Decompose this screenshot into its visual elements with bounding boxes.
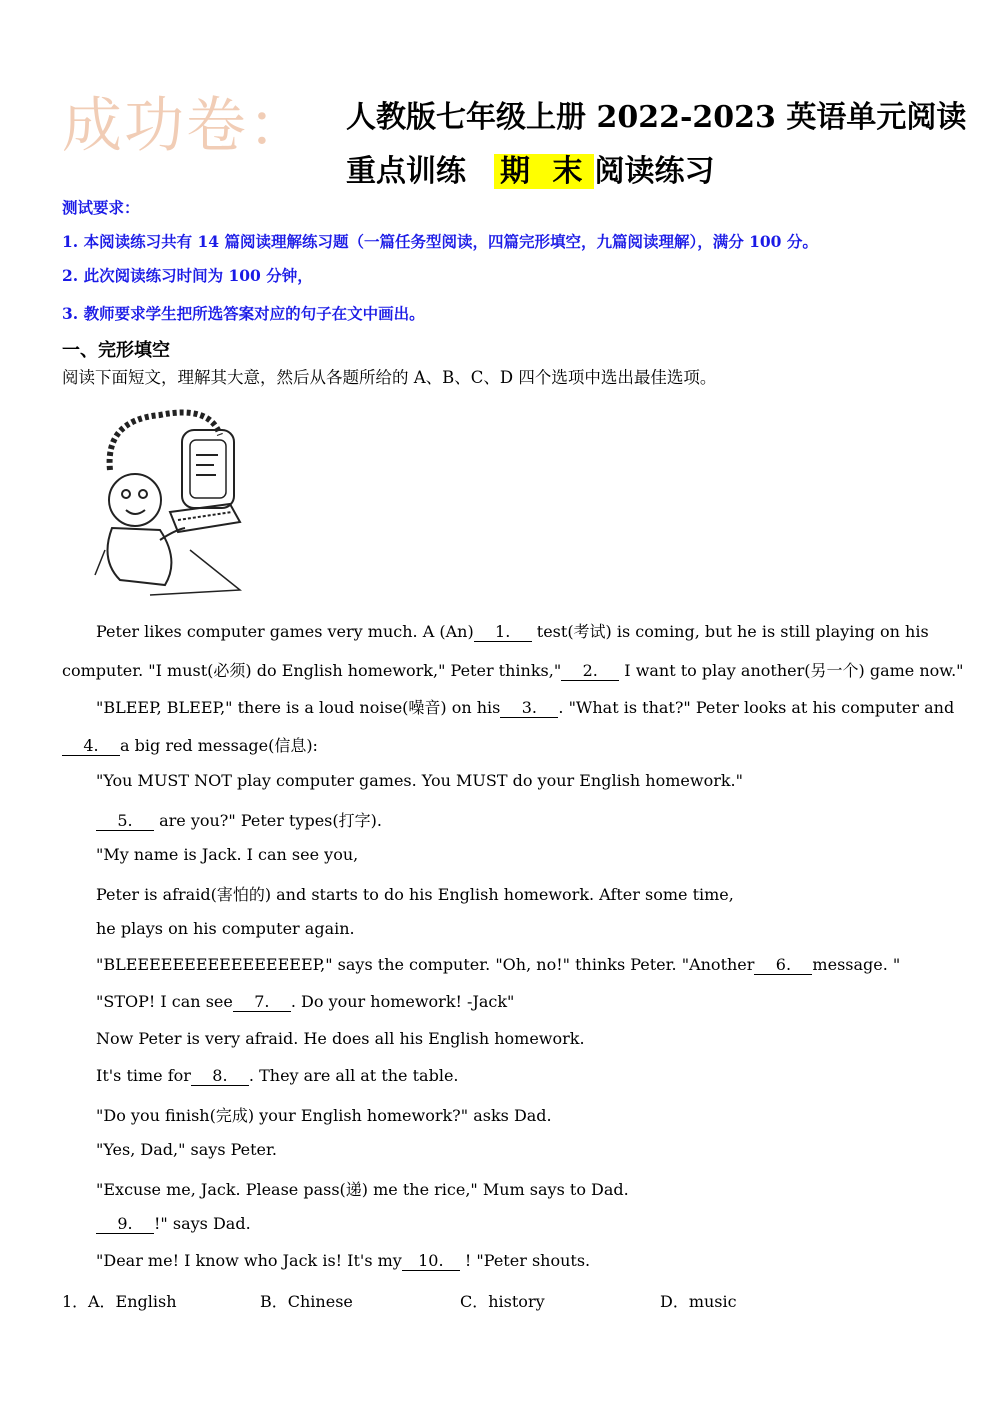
option-b[interactable]: B．Chinese [260,1292,353,1311]
passage-line: Peter is afraid(害怕的) and starts to do his English homework. After some time, [96,885,734,904]
blank-2: 2. [561,662,619,681]
passage-line: "Do you finish(完成) your English homework?" asks Dad. [96,1106,552,1125]
requirement-item: 1. 本阅读练习共有 14 篇阅读理解练习题（一篇任务型阅读，四篇完形填空，九篇阅读理解），满分 100 分。 [62,232,818,251]
passage-line: "STOP! I can see 7. . Do your homework! -Jack" [96,992,515,1011]
blank-8: 8. [191,1067,249,1086]
passage-line: "BLEEP, BLEEP," there is a loud noise(噪音) on his 3. . "What is that?" Peter looks at his computer and [96,698,955,717]
blank-3: 3. [500,699,558,718]
passage-line: 9. !" says Dad. [96,1214,251,1234]
blank-7: 7. [233,993,291,1012]
passage-line: "BLEEEEEEEEEEEEEEEEP," says the computer. "Oh, no!" thinks Peter. "Another 6. message. " [96,955,901,974]
passage-line: "My name is Jack. I can see you, [96,845,359,864]
passage-line: It's time for 8. . They are all at the table. [96,1066,459,1085]
page-title: 人教版七年级上册 2022-2023 英语单元阅读 [346,100,967,135]
brand-watermark: 成功卷： [62,91,310,161]
passage-line: Peter likes computer games very much. A (An) 1. test(考试) is coming, but he is still playing on his [96,622,929,641]
blank-1: 1. [474,623,532,642]
blank-9: 9. [96,1215,154,1234]
requirement-item: 2. 此次阅读练习时间为 100 分钟， [62,266,313,285]
passage-line: "You MUST NOT play computer games. You MUST do your English homework." [96,771,743,790]
blank-6: 6. [754,956,812,975]
option-c[interactable]: C．history [460,1292,545,1311]
subtitle-part-b: 阅读练习 [594,154,715,189]
question-number: 1． [62,1292,89,1311]
page-subtitle [346,146,714,190]
passage-line: Now Peter is very afraid. He does all his English homework. [96,1029,585,1048]
option-d[interactable]: D．music [660,1292,737,1311]
passage-line: he plays on his computer again. [96,919,355,938]
subtitle-part-a: 重点训练 [346,154,466,189]
option-a[interactable]: A．English [88,1292,177,1311]
passage-line: 4. a big red message(信息): [62,733,318,756]
requirement-item: 3. 教师要求学生把所选答案对应的句子在文中画出。 [62,304,425,323]
passage-line: "Dear me! I know who Jack is! It's my 10. ! "Peter shouts. [96,1251,591,1270]
blank-4: 4. [62,737,120,756]
requirements-heading: 测试要求： [62,198,140,217]
subtitle-highlight: 期 末 [494,154,594,189]
section-instruction: 阅读下面短文，理解其大意，然后从各题所给的 A、B、C、D 四个选项中选出最佳选项。 [62,368,717,387]
passage-line: "Excuse me, Jack. Please pass(递) me the rice," Mum says to Dad. [96,1180,629,1199]
passage-line: "Yes, Dad," says Peter. [96,1140,277,1159]
blank-10: 10. [402,1252,460,1271]
boy-at-computer-illustration [90,400,260,600]
blank-5: 5. [96,812,154,831]
passage-line: computer. "I must(必须) do English homework," Peter thinks," 2. I want to play another(另一个) game now." [62,661,964,680]
passage-line: 5. are you?" Peter types(打字). [96,808,382,831]
section-title: 一、完形填空 [62,340,170,361]
